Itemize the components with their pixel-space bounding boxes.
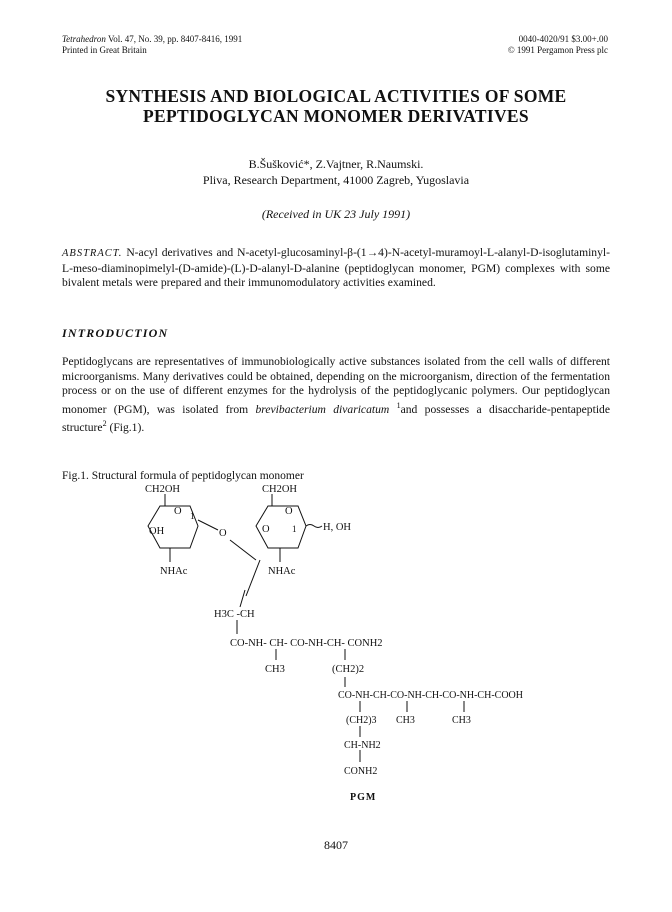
- label-ring-o-left: O: [174, 506, 182, 517]
- label-nhac-right: NHAc: [268, 566, 296, 577]
- label-ch2oh-left: CH2OH: [145, 484, 181, 495]
- title-line-2: PEPTIDOGLYCAN MONOMER DERIVATIVES: [143, 106, 529, 126]
- section-heading-introduction: INTRODUCTION: [62, 326, 169, 340]
- page-number: 8407: [324, 838, 348, 852]
- label-ch3-c: CH3: [452, 715, 471, 726]
- label-ch2-3: (CH2)3: [346, 715, 377, 726]
- label-lactyl: H3C -CH: [214, 609, 255, 620]
- label-pgm: PGM: [350, 792, 377, 803]
- figure-caption: Fig.1. Structural formula of peptidoglycan monomer: [62, 470, 304, 482]
- journal-volume: Vol. 47, No. 39, pp. 8407-8416, 1991: [107, 34, 243, 44]
- affiliation: Pliva, Research Department, 41000 Zagreb, Yugoslavia: [202, 173, 470, 187]
- printed-in: Printed in Great Britain: [62, 45, 147, 55]
- label-o3: O: [262, 524, 270, 535]
- label-position-1-left: 1: [190, 511, 195, 521]
- label-ch2-2: (CH2)2: [332, 664, 365, 675]
- label-bridge-o: O: [219, 528, 227, 539]
- authors: B.Šušković*, Z.Vajtner, R.Naumski.: [248, 157, 424, 171]
- copyright: © 1991 Pergamon Press plc: [507, 45, 608, 55]
- label-peptide-row-2: CO-NH-CH-CO-NH-CH-CO-NH-CH-COOH: [338, 690, 523, 701]
- organism-name: brevibacterium divaricatum: [255, 402, 390, 416]
- label-ch3-b: CH3: [396, 715, 415, 726]
- label-ch2oh-right: CH2OH: [262, 484, 298, 495]
- issn-code: 0040-4020/91 $3.00+.00: [518, 34, 608, 44]
- reference-1: 1: [396, 400, 401, 410]
- journal-name: Tetrahedron: [62, 34, 106, 44]
- label-oh-left: OH: [149, 526, 165, 537]
- label-nhac-left: NHAc: [160, 566, 188, 577]
- reference-2: 2: [102, 418, 107, 428]
- label-anomeric: H, OH: [323, 522, 351, 533]
- abstract-text: N-acyl derivatives and N-acetyl-glucosaminyl-β-(1→4)-N-acetyl-muramoyl-L-alanyl-D-isoglutaminyl-L-meso-diaminopimelyl-(D-amide)-(L)-D-alanyl-D-alanine (peptidoglycan monomer, PGM) complexes with some bivalent metals were prepared and their immunomodulatory activities examined.: [62, 246, 610, 289]
- label-ch3-ala: CH3: [265, 664, 285, 675]
- title-line-1: SYNTHESIS AND BIOLOGICAL ACTIVITIES OF SOME: [105, 86, 567, 106]
- introduction-paragraph: Peptidoglycans are representatives of immunobiologically active substances isolated from the cell walls of different microorganisms. Many derivatives could be obtained, depending on the microorganism, direction of the fermentation process or on the use of different enzymes for the hydrolysis of the peptidoglycanic polymers. Our peptidoglycan monomer (PGM), was isolated from brevibacterium divaricatum $^1$and possesses a disaccharide-pentapeptide structure$^2$ (Fig.1).: [62, 355, 610, 434]
- label-ch-nh2: CH-NH2: [344, 740, 381, 751]
- label-conh2: CONH2: [344, 766, 378, 777]
- label-position-1-right: 1: [292, 524, 297, 534]
- label-peptide-row-1: CO-NH- CH- CO-NH-CH- CONH2: [230, 638, 383, 649]
- abstract-label: ABSTRACT.: [62, 248, 123, 259]
- received-date: (Received in UK 23 July 1991): [261, 207, 411, 221]
- label-ring-o-right: O: [285, 506, 293, 517]
